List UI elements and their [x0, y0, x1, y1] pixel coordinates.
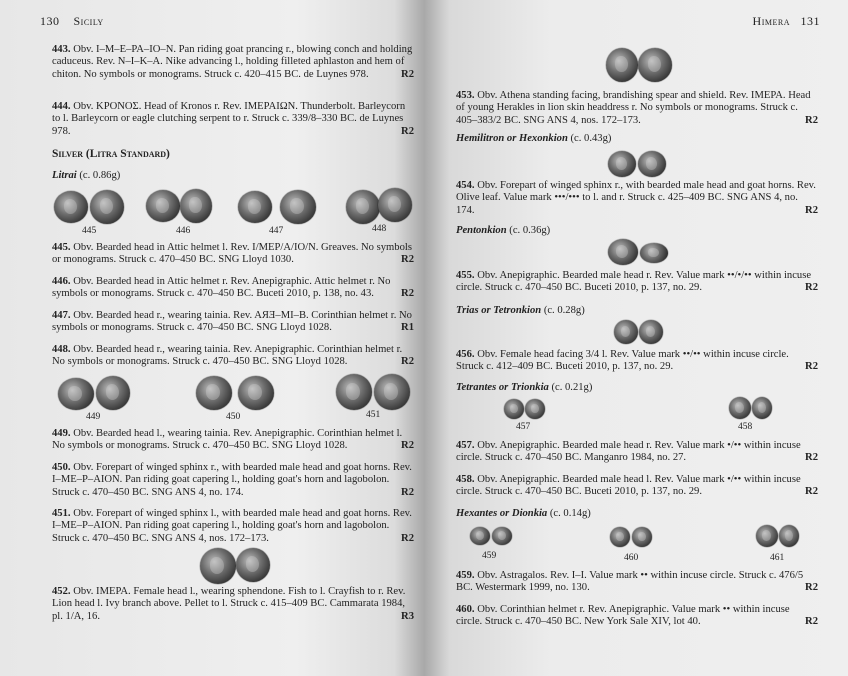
entry-number: 449. — [52, 428, 71, 439]
coin-image — [58, 378, 94, 410]
coin-image — [146, 190, 180, 222]
rarity-grade: R2 — [401, 254, 414, 266]
coin-label: 446 — [176, 226, 191, 236]
entry-text: Obv. Anepigraphic. Bearded male head r. Rev. Value mark •/•• within incuse circle. Struck c. 470–450 BC. Manganro 1984, no. 27. — [456, 440, 801, 464]
catalog-entry-459 — [456, 570, 818, 595]
denomination-weight: (c. 0.21g) — [551, 382, 593, 393]
rarity-grade: R2 — [401, 68, 414, 80]
running-head: Sicily — [73, 14, 104, 28]
entry-text: Obv. Bearded head l., wearing tainia. Rev. Anepigraphic. Corinthian helmet l. No symbols or monograms. Struck c. 470–450 BC. SNG Lloyd 1028. — [52, 428, 403, 452]
rarity-grade: R2 — [805, 361, 818, 373]
catalog-entry-454 — [456, 180, 818, 217]
coin-image — [336, 374, 372, 410]
rarity-grade: R2 — [805, 114, 818, 126]
catalog-entry-460 — [456, 604, 818, 629]
rarity-grade: R1 — [401, 322, 414, 334]
catalog-entry-453 — [456, 90, 818, 127]
rarity-grade: R2 — [401, 125, 414, 137]
coin-image — [608, 151, 636, 177]
coin-image — [374, 374, 410, 410]
entry-text: Obv. Bearded head in Attic helmet r. Rev. Anepigraphic. Attic helmet r. No symbols or monograms. Struck c. 470–450 BC. Buceti 2010, p. 138, no. 43. — [52, 276, 391, 300]
rarity-grade: R2 — [401, 532, 414, 544]
entry-text: Obv. Bearded head r., wearing tainia. Rev. Anepigraphic. Corinthian helmet r. No symbols or monograms. Struck c. 470–450 BC. SNG Lloyd 1028. — [52, 344, 403, 368]
rarity-grade: R2 — [401, 440, 414, 452]
coin-label: 450 — [226, 412, 241, 422]
page-number: 130 — [40, 14, 60, 28]
coin-label: 445 — [82, 226, 97, 236]
coin-image — [492, 527, 512, 545]
entry-number: 445. — [52, 242, 71, 253]
denomination-heading-litrai — [52, 170, 120, 181]
entry-number: 454. — [456, 180, 475, 191]
coin-image — [180, 189, 212, 223]
entry-number: 455. — [456, 270, 475, 281]
coin-image — [614, 320, 638, 344]
entry-text: Obv. Astragalos. Rev. I–I. Value mark •• within incuse circle. Struck c. 476/5 BC. Westermark 1999, no. 130. — [456, 570, 804, 594]
entry-number: 446. — [52, 276, 71, 287]
left-page-header — [40, 14, 104, 29]
coin-image — [525, 399, 545, 419]
coin-image — [280, 190, 316, 224]
denomination-weight: (c. 0.86g) — [79, 170, 121, 181]
entry-number: 447. — [52, 310, 71, 321]
rarity-grade: R2 — [805, 582, 818, 594]
entry-text: Obv. Forepart of winged sphinx r., with bearded male head and goat horns. Rev. I–ME–P–AION. Pan riding goat capering l., holding goat's horn and lagobolon. Struck c. 470–450 BC. SNG ANS 4, no. 174. — [52, 462, 412, 498]
catalog-entry-450 — [52, 462, 414, 499]
coin-image — [200, 548, 236, 584]
entry-text: Obv. KPONOΣ. Head of Kronos r. Rev. IMEPAIΩN. Thunderbolt. Barleycorn to l. Barleycorn or eagle clutching serpent to r. Struck c. 339/8–330 BC. de Luynes 978. — [52, 101, 406, 137]
rarity-grade: R2 — [805, 282, 818, 294]
coin-label: 449 — [86, 412, 101, 422]
coin-image — [610, 527, 630, 547]
entry-text: Obv. Bearded head in Attic helmet l. Rev. I/MEP/A/IO/N. Greaves. No symbols or monograms. Struck c. 470–450 BC. SNG Lloyd 1030. — [52, 242, 412, 266]
coin-image — [638, 151, 666, 177]
entry-number: 456. — [456, 349, 475, 360]
entry-number: 444. — [52, 101, 71, 112]
running-head: Himera — [752, 14, 790, 28]
entry-text: Obv. Bearded head r., wearing tainia. Rev. AЯƎ–MI–B. Corinthian helmet r. No symbols or monograms. Struck c. 470–450 BC. SNG Lloyd 1028. — [52, 310, 412, 334]
entry-text: Obv. Anepigraphic. Bearded male head r. Rev. Value mark ••/•/•• within incuse circle. Struck c. 470–450 BC. Buceti 2010, p. 137, no. 29. — [456, 270, 812, 294]
coin-image — [54, 191, 88, 223]
entry-number: 458. — [456, 474, 475, 485]
entry-text: Obv. Forepart of winged sphinx l., with bearded male head and goat horns. Rev. I–ME–P–AION. Pan riding goat capering l., holding goat's horn and lagobolon. Struck c. 470–450 BC. SNG ANS 4, nos. 172–173. — [52, 508, 412, 544]
denomination-heading-hexantes — [456, 508, 591, 519]
denomination-heading-hemilitron — [456, 133, 611, 144]
catalog-entry-444 — [52, 101, 414, 138]
entry-number: 460. — [456, 604, 475, 615]
entry-number: 450. — [52, 462, 71, 473]
denomination-name: Pentonkion — [456, 225, 507, 236]
denomination-weight: (c. 0.36g) — [509, 225, 551, 236]
denomination-name: Hexantes or Dionkia — [456, 508, 548, 519]
coin-image — [346, 190, 380, 224]
coin-label: 448 — [372, 224, 387, 234]
coin-image — [639, 320, 663, 344]
entry-text: Obv. Corinthian helmet r. Rev. Anepigraphic. Value mark •• within incuse circle. Struck c. 470–450 BC. New York Sale XIV, lot 40. — [456, 604, 790, 628]
coin-image — [640, 243, 668, 263]
coin-image — [470, 527, 490, 545]
catalog-entry-443 — [52, 44, 414, 81]
entry-text: Obv. IMEPA. Female head l., wearing sphendone. Fish to l. Crayfish to r. Rev. Lion head l. Ivy branch above. Pellet to l. Struck c. 415–409 BC. Cammarata 1984, pl. 1/A, 16. — [52, 586, 406, 622]
coin-image — [638, 48, 672, 82]
coin-label: 460 — [624, 553, 639, 563]
catalog-entry-449 — [52, 428, 414, 453]
catalog-entry-445 — [52, 242, 414, 267]
coin-image — [729, 397, 751, 419]
coin-image — [238, 376, 274, 410]
catalog-entry-452 — [52, 586, 414, 623]
catalog-entry-446 — [52, 276, 414, 301]
coin-image — [90, 190, 124, 224]
rarity-grade: R2 — [805, 486, 818, 498]
denomination-weight: (c. 0.28g) — [543, 305, 585, 316]
page-number: 131 — [800, 14, 820, 28]
denomination-heading-pentonkion — [456, 225, 550, 236]
section-title: Silver (Litra Standard) — [52, 148, 170, 160]
rarity-grade: R2 — [805, 452, 818, 464]
denomination-weight: (c. 0.43g) — [570, 133, 612, 144]
coin-image — [752, 397, 772, 419]
entry-number: 448. — [52, 344, 71, 355]
rarity-grade: R2 — [401, 288, 414, 300]
entry-number: 457. — [456, 440, 475, 451]
catalog-entry-451 — [52, 508, 414, 545]
rarity-grade: R2 — [401, 356, 414, 368]
catalog-entry-447 — [52, 310, 414, 335]
entry-text: Obv. Athena standing facing, brandishing spear and shield. Rev. IMEPA. Head of young Herakles in lion skin headdress r. No symbols or monograms. Struck c. 405–383/2 BC. SNG ANS 4, nos. 172–173. — [456, 90, 811, 126]
entry-number: 452. — [52, 586, 71, 597]
entry-text: Obv. Female head facing 3/4 l. Rev. Value mark ••/•• within incuse circle. Struck c. 412–409 BC. Buceti 2010, p. 137, no. 29. — [456, 349, 789, 373]
entry-number: 451. — [52, 508, 71, 519]
rarity-grade: R2 — [805, 204, 818, 216]
denomination-name: Litrai — [52, 170, 77, 181]
coin-image — [632, 527, 652, 547]
coin-label: 447 — [269, 226, 284, 236]
denomination-name: Trias or Tetronkion — [456, 305, 542, 316]
entry-number: 453. — [456, 90, 475, 101]
coin-image — [238, 191, 272, 223]
rarity-grade: R3 — [401, 610, 414, 622]
coin-image — [779, 525, 799, 547]
entry-text: Obv. I–M–E–PA–IO–N. Pan riding goat prancing r., blowing conch and holding caduceus. Rev. N–I–K–A. Nike advancing l., holding filleted aphlaston and hem of chiton. No symbols or monograms. Struck c. 420–415 BC. de Luynes 978. — [52, 44, 413, 80]
denomination-name: Tetrantes or Trionkia — [456, 382, 549, 393]
coin-image — [378, 188, 412, 222]
coin-image — [608, 239, 638, 265]
right-page-header — [753, 14, 820, 29]
coin-label: 461 — [770, 553, 785, 563]
coin-label: 451 — [366, 410, 381, 420]
rarity-grade: R2 — [401, 486, 414, 498]
coin-label: 458 — [738, 422, 753, 432]
catalog-entry-456 — [456, 349, 818, 374]
catalog-entry-457 — [456, 440, 818, 465]
denomination-heading-trias — [456, 305, 585, 316]
catalog-entry-448 — [52, 344, 414, 369]
coin-label: 457 — [516, 422, 531, 432]
coin-image — [756, 525, 778, 547]
coin-image — [96, 376, 130, 410]
coin-image — [196, 376, 232, 410]
rarity-grade: R2 — [805, 616, 818, 628]
right-page — [424, 0, 848, 676]
catalog-entry-455 — [456, 270, 818, 295]
denomination-weight: (c. 0.14g) — [549, 508, 591, 519]
coin-image — [606, 48, 638, 82]
denomination-heading-tetrantes — [456, 382, 592, 393]
catalog-entry-458 — [456, 474, 818, 499]
coin-image — [236, 548, 270, 582]
entry-text: Obv. Forepart of winged sphinx r., with bearded male head and goat horns. Rev. Olive leaf. Value mark •••/••• to l. and r. Struck c. 425–409 BC. SNG ANS 4, no. 174. — [456, 180, 816, 216]
entry-number: 459. — [456, 570, 475, 581]
denomination-name: Hemilitron or Hexonkion — [456, 133, 568, 144]
coin-label: 459 — [482, 551, 497, 561]
entry-number: 443. — [52, 44, 71, 55]
entry-text: Obv. Anepigraphic. Bearded male head l. Rev. Value mark •/•• within incuse circle. Struck c. 470–450 BC. Buceti 2010, p. 137, no. 29. — [456, 474, 801, 498]
coin-image — [504, 399, 524, 419]
